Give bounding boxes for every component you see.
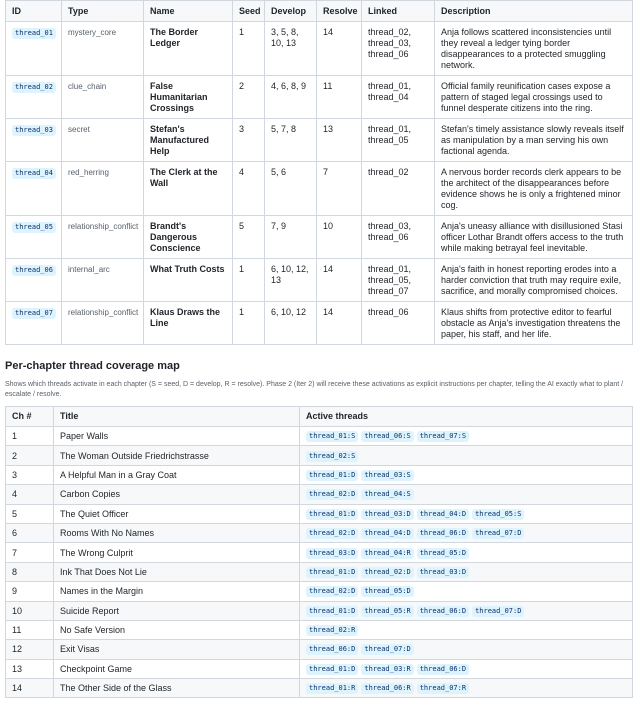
thread-resolve: 7 bbox=[317, 162, 362, 216]
thread-activation-chip: thread_03:S bbox=[361, 470, 413, 481]
thread-linked: thread_03, thread_06 bbox=[362, 216, 435, 259]
thread-description: Stefan's timely assistance slowly reveals itself as manipulation by a man serving his own factional agenda. bbox=[435, 119, 633, 162]
chapter-number: 11 bbox=[6, 620, 54, 639]
thread-activation-chip: thread_05:R bbox=[361, 606, 413, 617]
thread-name: The Clerk at the Wall bbox=[144, 162, 233, 216]
thread-type: mystery_core bbox=[62, 22, 144, 76]
thread-activation-chip: thread_01:S bbox=[306, 431, 358, 442]
thread-activation-chip: thread_02:S bbox=[306, 451, 358, 462]
thread-activation-chip: thread_04:R bbox=[361, 548, 413, 559]
chapter-number: 14 bbox=[6, 679, 54, 698]
chapter-active-threads bbox=[300, 465, 633, 484]
thread-activation-chip: thread_02:D bbox=[306, 586, 358, 597]
col-header-description: Description bbox=[435, 1, 633, 22]
thread-description: Official family reunification cases expose a pattern of staged legal crossings used to funnel desperate citizens into the ring. bbox=[435, 76, 633, 119]
thread-activation-chip: thread_06:D bbox=[417, 664, 469, 675]
chapter-row bbox=[6, 679, 633, 698]
thread-seed: 1 bbox=[233, 259, 265, 302]
thread-row bbox=[6, 216, 633, 259]
chapter-row bbox=[6, 543, 633, 562]
chapter-active-threads bbox=[300, 523, 633, 542]
thread-row bbox=[6, 162, 633, 216]
thread-resolve: 14 bbox=[317, 302, 362, 345]
thread-resolve: 14 bbox=[317, 22, 362, 76]
thread-id-cell bbox=[6, 76, 62, 119]
col-header-id: ID bbox=[6, 1, 62, 22]
thread-activation-chip: thread_01:R bbox=[306, 683, 358, 694]
chapter-title: A Helpful Man in a Gray Coat bbox=[54, 465, 300, 484]
thread-type: clue_chain bbox=[62, 76, 144, 119]
chapter-title: Paper Walls bbox=[54, 427, 300, 446]
chapter-number: 12 bbox=[6, 640, 54, 659]
thread-id-badge: thread_02 bbox=[12, 82, 56, 93]
thread-activation-chip: thread_05:S bbox=[472, 509, 524, 520]
thread-seed: 3 bbox=[233, 119, 265, 162]
chapter-row bbox=[6, 601, 633, 620]
chapter-number: 13 bbox=[6, 659, 54, 678]
thread-activation-chip: thread_01:D bbox=[306, 606, 358, 617]
thread-id-cell bbox=[6, 302, 62, 345]
thread-develop: 6, 10, 12, 13 bbox=[265, 259, 317, 302]
thread-row bbox=[6, 302, 633, 345]
thread-type: relationship_conflict bbox=[62, 216, 144, 259]
thread-linked: thread_01, thread_05 bbox=[362, 119, 435, 162]
chapter-active-threads bbox=[300, 543, 633, 562]
coverage-table-header bbox=[6, 407, 633, 427]
thread-name: Brandt's Dangerous Conscience bbox=[144, 216, 233, 259]
thread-type: relationship_conflict bbox=[62, 302, 144, 345]
thread-activation-chip: thread_04:D bbox=[417, 509, 469, 520]
chapter-row bbox=[6, 640, 633, 659]
chapter-number: 5 bbox=[6, 504, 54, 523]
chapter-active-threads bbox=[300, 601, 633, 620]
thread-activation-chip: thread_04:S bbox=[361, 489, 413, 500]
thread-activation-chip: thread_06:R bbox=[361, 683, 413, 694]
thread-activation-chip: thread_05:D bbox=[417, 548, 469, 559]
thread-linked: thread_02, thread_03, thread_06 bbox=[362, 22, 435, 76]
chapter-row bbox=[6, 523, 633, 542]
thread-activation-chip: thread_07:D bbox=[472, 528, 524, 539]
thread-linked: thread_06 bbox=[362, 302, 435, 345]
chapter-active-threads bbox=[300, 562, 633, 581]
chapter-title: No Safe Version bbox=[54, 620, 300, 639]
threads-table bbox=[5, 0, 633, 345]
thread-activation-chip: thread_01:D bbox=[306, 664, 358, 675]
thread-resolve: 13 bbox=[317, 119, 362, 162]
thread-activation-chip: thread_03:R bbox=[361, 664, 413, 675]
col-header-develop: Develop bbox=[265, 1, 317, 22]
thread-id-badge: thread_05 bbox=[12, 222, 56, 233]
thread-seed: 1 bbox=[233, 22, 265, 76]
chapter-title: The Woman Outside Friedrichstrasse bbox=[54, 446, 300, 465]
thread-resolve: 10 bbox=[317, 216, 362, 259]
thread-activation-chip: thread_02:D bbox=[306, 528, 358, 539]
thread-id-badge: thread_01 bbox=[12, 28, 56, 39]
col-header-linked: Linked bbox=[362, 1, 435, 22]
chapter-title: Names in the Margin bbox=[54, 582, 300, 601]
thread-row bbox=[6, 119, 633, 162]
chapter-active-threads bbox=[300, 679, 633, 698]
chapter-active-threads bbox=[300, 446, 633, 465]
chapter-number: 7 bbox=[6, 543, 54, 562]
thread-develop: 3, 5, 8, 10, 13 bbox=[265, 22, 317, 76]
thread-activation-chip: thread_01:D bbox=[306, 567, 358, 578]
chapter-number: 4 bbox=[6, 485, 54, 504]
thread-resolve: 11 bbox=[317, 76, 362, 119]
thread-linked: thread_01, thread_04 bbox=[362, 76, 435, 119]
chapter-number: 9 bbox=[6, 582, 54, 601]
thread-activation-chip: thread_06:S bbox=[361, 431, 413, 442]
thread-activation-chip: thread_07:S bbox=[417, 431, 469, 442]
thread-develop: 4, 6, 8, 9 bbox=[265, 76, 317, 119]
thread-activation-chip: thread_07:D bbox=[361, 644, 413, 655]
chapter-number: 6 bbox=[6, 523, 54, 542]
thread-description: Anja's faith in honest reporting erodes into a harder conviction that truth may require exile, sacrifice, and morally compromised choices. bbox=[435, 259, 633, 302]
thread-name: False Humanitarian Crossings bbox=[144, 76, 233, 119]
thread-activation-chip: thread_05:D bbox=[361, 586, 413, 597]
thread-activation-chip: thread_06:D bbox=[417, 528, 469, 539]
chapter-active-threads bbox=[300, 659, 633, 678]
thread-id-cell bbox=[6, 259, 62, 302]
chapter-row bbox=[6, 620, 633, 639]
thread-row bbox=[6, 76, 633, 119]
thread-id-badge: thread_06 bbox=[12, 265, 56, 276]
col-header-seed: Seed bbox=[233, 1, 265, 22]
chapter-title: Checkpoint Game bbox=[54, 659, 300, 678]
thread-activation-chip: thread_04:D bbox=[361, 528, 413, 539]
chapter-active-threads bbox=[300, 620, 633, 639]
thread-id-badge: thread_07 bbox=[12, 308, 56, 319]
thread-activation-chip: thread_07:R bbox=[417, 683, 469, 694]
chapter-title: Carbon Copies bbox=[54, 485, 300, 504]
thread-activation-chip: thread_01:D bbox=[306, 509, 358, 520]
chapter-active-threads bbox=[300, 640, 633, 659]
thread-description: A nervous border records clerk appears to be the architect of the disappearances before evidence shows he is only a frightened minor cog. bbox=[435, 162, 633, 216]
chapter-row bbox=[6, 582, 633, 601]
thread-description: Anja's uneasy alliance with disillusioned Stasi officer Lothar Brandt offers access to the truth while making betrayal feel inevitable. bbox=[435, 216, 633, 259]
col-header-type: Type bbox=[62, 1, 144, 22]
col-header-title: Title bbox=[54, 407, 300, 427]
thread-linked: thread_02 bbox=[362, 162, 435, 216]
thread-seed: 1 bbox=[233, 302, 265, 345]
thread-activation-chip: thread_03:D bbox=[361, 509, 413, 520]
chapter-title: Exit Visas bbox=[54, 640, 300, 659]
thread-name: The Border Ledger bbox=[144, 22, 233, 76]
thread-activation-chip: thread_06:D bbox=[417, 606, 469, 617]
thread-description: Klaus shifts from protective editor to fearful obstacle as Anja's investigation threatens the paper, his staff, and her life. bbox=[435, 302, 633, 345]
thread-activation-chip: thread_06:D bbox=[306, 644, 358, 655]
thread-id-cell bbox=[6, 119, 62, 162]
thread-activation-chip: thread_03:D bbox=[306, 548, 358, 559]
thread-seed: 4 bbox=[233, 162, 265, 216]
thread-seed: 5 bbox=[233, 216, 265, 259]
coverage-title: Per-chapter thread coverage map bbox=[5, 360, 180, 372]
thread-activation-chip: thread_03:D bbox=[417, 567, 469, 578]
thread-name: What Truth Costs bbox=[144, 259, 233, 302]
col-header-chapter: Ch # bbox=[6, 407, 54, 427]
chapter-row bbox=[6, 504, 633, 523]
chapter-number: 10 bbox=[6, 601, 54, 620]
threads-table-header bbox=[6, 1, 633, 22]
thread-description: Anja follows scattered inconsistencies until they reveal a ledger tying border disappearances to a protected smuggling network. bbox=[435, 22, 633, 76]
thread-id-cell bbox=[6, 162, 62, 216]
chapter-title: The Other Side of the Glass bbox=[54, 679, 300, 698]
thread-id-cell bbox=[6, 22, 62, 76]
thread-seed: 2 bbox=[233, 76, 265, 119]
thread-resolve: 14 bbox=[317, 259, 362, 302]
chapter-row bbox=[6, 446, 633, 465]
thread-activation-chip: thread_07:D bbox=[472, 606, 524, 617]
thread-name: Klaus Draws the Line bbox=[144, 302, 233, 345]
chapter-row bbox=[6, 659, 633, 678]
col-header-resolve: Resolve bbox=[317, 1, 362, 22]
thread-name: Stefan's Manufactured Help bbox=[144, 119, 233, 162]
chapter-number: 3 bbox=[6, 465, 54, 484]
thread-type: secret bbox=[62, 119, 144, 162]
thread-activation-chip: thread_02:R bbox=[306, 625, 358, 636]
thread-row bbox=[6, 22, 633, 76]
col-header-name: Name bbox=[144, 1, 233, 22]
chapter-active-threads bbox=[300, 504, 633, 523]
thread-type: internal_arc bbox=[62, 259, 144, 302]
chapter-row bbox=[6, 465, 633, 484]
thread-develop: 7, 9 bbox=[265, 216, 317, 259]
thread-activation-chip: thread_02:D bbox=[306, 489, 358, 500]
thread-type: red_herring bbox=[62, 162, 144, 216]
thread-develop: 6, 10, 12 bbox=[265, 302, 317, 345]
chapter-title: Rooms With No Names bbox=[54, 523, 300, 542]
thread-row bbox=[6, 259, 633, 302]
chapter-title: The Quiet Officer bbox=[54, 504, 300, 523]
chapter-active-threads bbox=[300, 582, 633, 601]
chapter-title: The Wrong Culprit bbox=[54, 543, 300, 562]
thread-develop: 5, 6 bbox=[265, 162, 317, 216]
thread-activation-chip: thread_02:D bbox=[361, 567, 413, 578]
thread-id-badge: thread_04 bbox=[12, 168, 56, 179]
coverage-table bbox=[5, 406, 633, 698]
chapter-row bbox=[6, 562, 633, 581]
thread-id-cell bbox=[6, 216, 62, 259]
chapter-row bbox=[6, 485, 633, 504]
thread-id-badge: thread_03 bbox=[12, 125, 56, 136]
chapter-number: 8 bbox=[6, 562, 54, 581]
coverage-subtitle: Shows which threads activate in each chapter (S = seed, D = develop, R = resolve). Phase 2 (Iter 2) will receive these activations as explicit instructions per chapter, telling the AI exactly what to plant / escalate / resolve. bbox=[5, 381, 624, 398]
chapter-number: 1 bbox=[6, 427, 54, 446]
chapter-title: Ink That Does Not Lie bbox=[54, 562, 300, 581]
chapter-active-threads bbox=[300, 485, 633, 504]
chapter-number: 2 bbox=[6, 446, 54, 465]
col-header-active-threads: Active threads bbox=[300, 407, 633, 427]
thread-develop: 5, 7, 8 bbox=[265, 119, 317, 162]
chapter-row bbox=[6, 427, 633, 446]
thread-linked: thread_01, thread_05, thread_07 bbox=[362, 259, 435, 302]
chapter-title: Suicide Report bbox=[54, 601, 300, 620]
chapter-active-threads bbox=[300, 427, 633, 446]
thread-activation-chip: thread_01:D bbox=[306, 470, 358, 481]
